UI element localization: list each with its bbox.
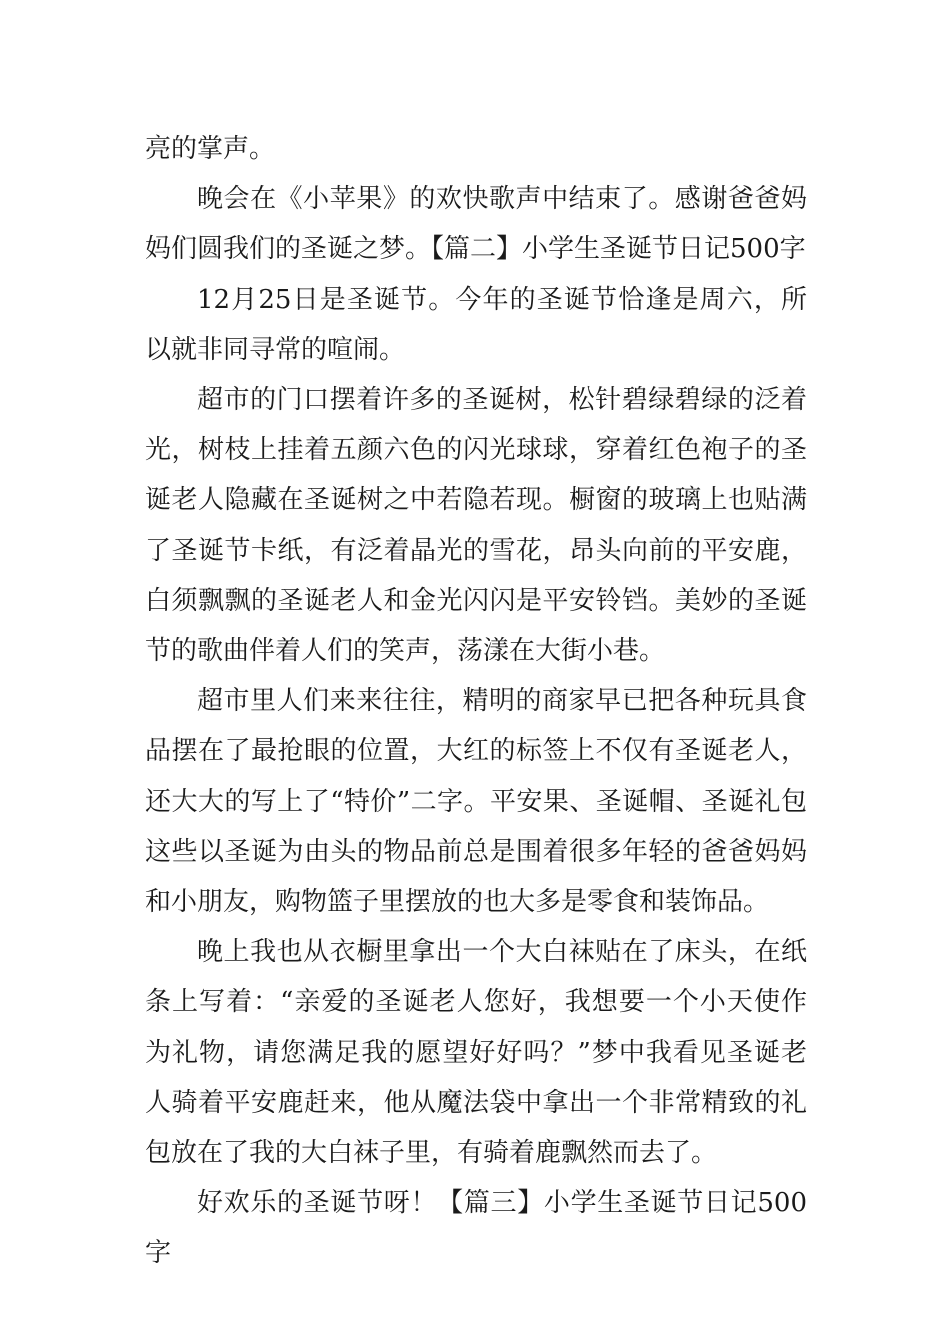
paragraph: 晚会在《小苹果》的欢快歌声中结束了。感谢爸爸妈妈们圆我们的圣诞之梦。【篇二】小学生圣诞节日记500字 xyxy=(145,184,807,265)
paragraph: 亮的掌声。 xyxy=(145,134,276,164)
paragraph: 12月25日是圣诞节。今年的圣诞节恰逢是周六，所以就非同寻常的喧闹。 xyxy=(145,284,807,365)
paragraph: 好欢乐的圣诞节呀！【篇三】小学生圣诞节日记500字 xyxy=(145,1188,807,1269)
body-text xyxy=(145,124,807,1279)
paragraph: 超市里人们来来往往，精明的商家早已把各种玩具食品摆在了最抢眼的位置，大红的标签上不仅有圣诞老人，还大大的写上了“特价”二字。平安果、圣诞帽、圣诞礼包这些以圣诞为由头的物品前总是围着很多年轻的爸爸妈妈和小朋友，购物篮子里摆放的也大多是零食和装饰品。 xyxy=(145,686,807,918)
paragraph: 晚上我也从衣橱里拿出一个大白袜贴在了床头，在纸条上写着：“亲爱的圣诞老人您好，我想要一个小天使作为礼物，请您满足我的愿望好好吗？”梦中我看见圣诞老人骑着平安鹿赶来，他从魔法袋中拿出一个非常精致的礼包放在了我的大白袜子里，有骑着鹿飘然而去了。 xyxy=(145,937,807,1169)
paragraph: 超市的门口摆着许多的圣诞树，松针碧绿碧绿的泛着光，树枝上挂着五颜六色的闪光球球，穿着红色袍子的圣诞老人隐藏在圣诞树之中若隐若现。橱窗的玻璃上也贴满了圣诞节卡纸，有泛着晶光的雪花，昂头向前的平安鹿，白须飘飘的圣诞老人和金光闪闪是平安铃铛。美妙的圣诞节的歌曲伴着人们的笑声，荡漾在大街小巷。 xyxy=(145,385,807,667)
